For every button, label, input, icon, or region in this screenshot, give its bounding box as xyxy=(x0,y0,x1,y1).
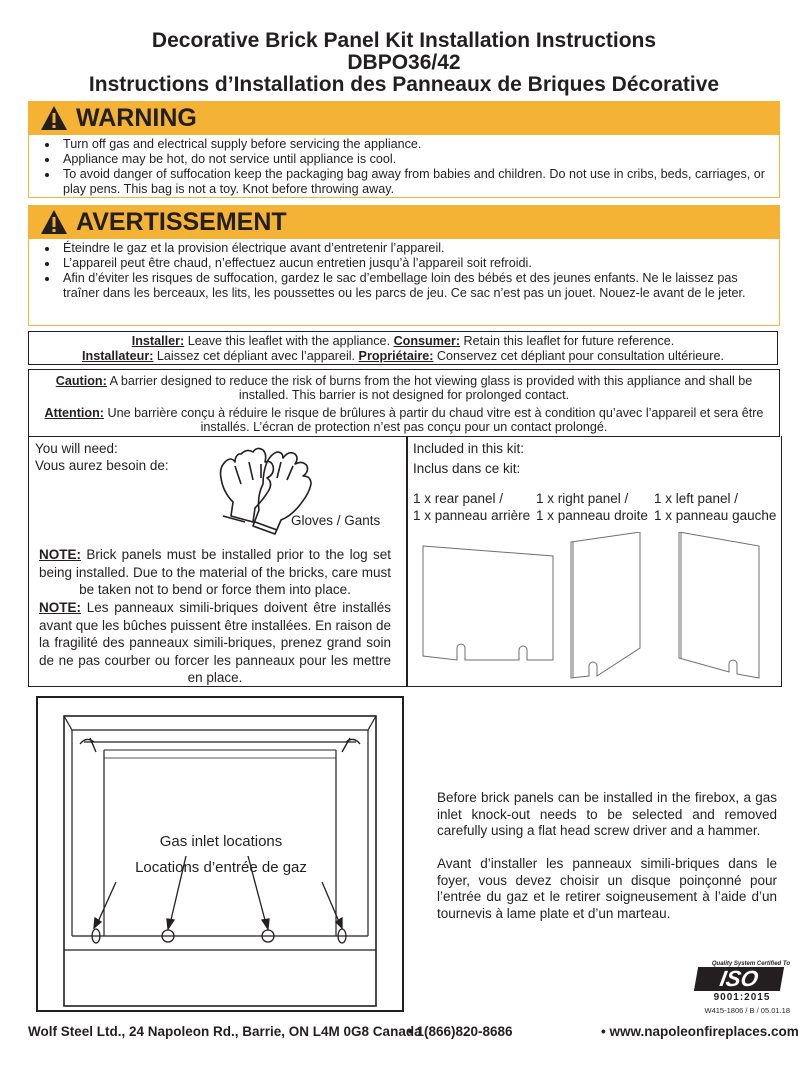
installer-text: Leave this leaflet with the appliance. xyxy=(184,334,394,348)
proprietaire-text: Conservez cet dépliant pour consultation ultérieure. xyxy=(433,349,724,363)
note-french-text: Les panneaux simili-briques doivent être installés avant que les bûches puissent être installées. En raison de la fragilité des panneaux simili-briques, prenez grand soin de ne pas courber ou forcer les panneaux pour les mettre en place. xyxy=(39,600,391,685)
warning-list xyxy=(29,135,779,199)
caution-box xyxy=(28,369,780,437)
avertissement-label: AVERTISSEMENT xyxy=(76,208,287,236)
model-number: DBPO36/42 xyxy=(347,51,461,74)
firebox-diagram xyxy=(36,696,406,1014)
brick-panels-illustration xyxy=(415,532,775,682)
avertissement-item: • L’appareil peut être chaud, n’effectuez aucun entretien jusqu’à l’appareil soit refroidi. xyxy=(59,256,773,271)
avertissement-list-box xyxy=(28,239,780,326)
avertissement-item: • Éteindre le gaz et la provision électrique avant d’entretenir l’appareil. xyxy=(59,241,773,256)
kit-contents-panel xyxy=(406,436,782,687)
installer-box xyxy=(28,331,778,365)
proprietaire-label: Propriétaire: xyxy=(358,349,434,363)
iso-certification-badge xyxy=(690,961,790,1021)
document-code: W415-1806 / B / 05.01.18 xyxy=(704,1006,790,1015)
footer-website[interactable]: • www.napoleonfireplaces.com xyxy=(601,1024,799,1039)
avertissement-banner xyxy=(28,205,780,239)
footer-phone: • 1(866)820-8686 xyxy=(408,1024,513,1039)
rear-panel-en: 1 x rear panel / xyxy=(413,491,504,506)
note-french xyxy=(39,599,391,687)
included-in-kit: Included in this kit: xyxy=(413,441,525,456)
note-label: NOTE: xyxy=(39,547,81,562)
installateur-text: Laissez cet dépliant avec l’appareil. xyxy=(153,349,359,363)
note-label: NOTE: xyxy=(39,600,81,615)
gloves-label: Gloves / Gants xyxy=(291,513,381,528)
you-will-need: You will need: xyxy=(35,441,118,456)
gas-inlet-label: Gas inlet locations xyxy=(159,833,283,850)
installer-label: Installer: xyxy=(131,334,185,348)
avertissement-list xyxy=(29,239,779,303)
note-english xyxy=(39,546,391,599)
iso-tagline: Quality System Certified To xyxy=(711,961,790,967)
instructions-english: Before brick panels can be installed in the firebox, a gas inlet knock-out needs to be selected and removed carefully using a flat head screw driver and a hammer. xyxy=(437,790,777,838)
rear-panel-drawing xyxy=(423,546,553,660)
attention-paragraph xyxy=(39,406,769,434)
page-title-fr: Instructions d’Installation des Panneaux de Briques Décorative xyxy=(88,73,720,96)
installateur-line xyxy=(29,349,777,364)
left-panel-fr: 1 x panneau gauche xyxy=(654,508,777,523)
warning-item: • To avoid danger of suffocation keep the packaging bag away from babies and children. Do not use in cribs, beds, carriages, or play pens. This bag is not a toy. Knot before throwing away. xyxy=(59,167,773,197)
consumer-label: Consumer: xyxy=(393,334,461,348)
warning-list-box xyxy=(28,135,780,198)
consumer-text: Retain this leaflet for future reference. xyxy=(460,334,675,348)
left-panel-drawing xyxy=(679,532,759,678)
vous-aurez-besoin: Vous aurez besoin de: xyxy=(35,458,169,473)
footer-address: Wolf Steel Ltd., 24 Napoleon Rd., Barrie, ON L4M 0G8 Canada xyxy=(28,1024,422,1039)
warning-item: • Appliance may be hot, do not service until appliance is cool. xyxy=(59,152,773,167)
right-panel-en: 1 x right panel / xyxy=(536,491,629,506)
gas-inlet-label-fr: Locations d’entrée de gaz xyxy=(135,859,307,876)
attention-text: Une barrière conçu à réduire le risque de brûlures à partir du chaud vitre est à condition qu’avec l’appareil et sera être installés. L’écran de protection n’est pas conçu pour un contact prolongé. xyxy=(104,406,764,434)
warning-banner xyxy=(28,101,780,135)
page-title: Decorative Brick Panel Kit Installation Instructions xyxy=(151,29,657,52)
rear-panel-fr: 1 x panneau arrière xyxy=(413,508,531,523)
installateur-label: Installateur: xyxy=(82,349,154,363)
caution-text: A barrier designed to reduce the risk of burns from the hot viewing glass is provided with this appliance and shall be installed. This barrier is not designed for prolonged contact. xyxy=(106,374,753,402)
avertissement-item: • Afin d’éviter les risques de suffocation, gardez le sac d’embellage loin des bébés et des jeunes enfants. Ne le laissez pas traîner dans les berceaux, les lits, les poussettes ou les parcs de jeu. Ce sac n’est pas un jouet. Nouez-le avant de le jeter. xyxy=(59,271,773,301)
inclus-dans-kit: Inclus dans ce kit: xyxy=(413,461,521,476)
caution-label: Caution: xyxy=(55,374,107,388)
warning-item: • Turn off gas and electrical supply before servicing the appliance. xyxy=(59,137,773,152)
left-panel-en: 1 x left panel / xyxy=(654,491,739,506)
right-panel-fr: 1 x panneau droite xyxy=(536,508,648,523)
warning-triangle-icon xyxy=(40,209,68,235)
right-panel-drawing xyxy=(571,532,640,678)
warning-triangle-icon xyxy=(40,105,68,131)
iso-standard: 9001:2015 xyxy=(713,992,771,1003)
installer-line xyxy=(29,334,777,349)
tools-needed-panel xyxy=(28,436,408,687)
attention-label: Attention: xyxy=(44,406,104,420)
warning-label: WARNING xyxy=(76,104,197,132)
instructions-french: Avant d’installer les panneaux simili-briques dans le foyer, vous devez choisir un disque poinçonné pour l’entrée du gaz et le retirer soigneusement à l’aide d’un tournevis à lame plate et d’un marteau. xyxy=(437,856,777,921)
caution-paragraph xyxy=(39,374,769,402)
note-english-text: Brick panels must be installed prior to the log set being installed. Due to the material of the bricks, care must be taken not to bend or force them into place. xyxy=(39,547,391,597)
iso-logo: ISO xyxy=(694,967,784,991)
